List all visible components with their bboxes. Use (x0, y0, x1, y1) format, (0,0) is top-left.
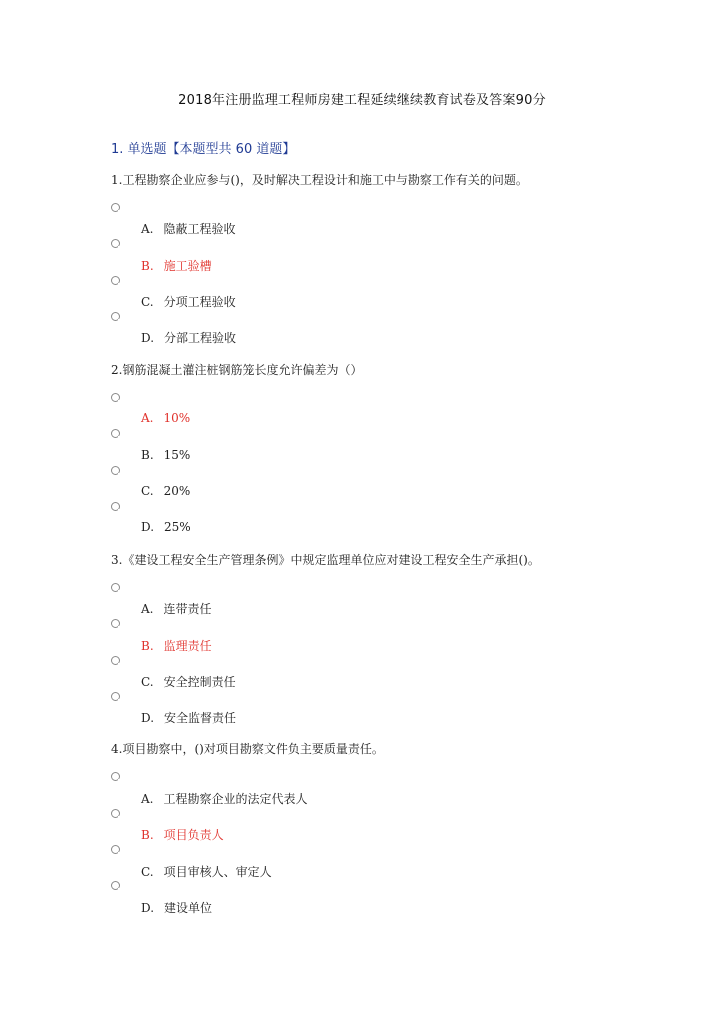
q4-option-c-radio[interactable] (111, 845, 120, 854)
option-text: 25% (164, 520, 191, 534)
question-2-text: 2.钢筋混凝土灌注桩钢筋笼长度允许偏差为（） (111, 363, 363, 377)
q1-option-c (141, 293, 236, 310)
q2-option-b-radio[interactable] (111, 429, 120, 438)
option-text: 项目负责人 (163, 828, 224, 842)
option-letter: C. (141, 675, 154, 689)
q2-option-c (141, 484, 190, 498)
option-letter: A. (141, 222, 154, 236)
q4-option-b-radio[interactable] (111, 809, 120, 818)
q3-option-b-radio[interactable] (111, 619, 120, 628)
q4-option-b (141, 826, 224, 843)
q1-option-a-radio[interactable] (111, 203, 120, 212)
option-text: 10% (163, 411, 191, 425)
q3-option-a (141, 600, 212, 617)
q1-option-b-radio[interactable] (111, 239, 120, 248)
option-letter: C. (141, 865, 154, 879)
option-letter: B. (141, 639, 154, 653)
q3-option-a-radio[interactable] (111, 583, 120, 592)
question-3-text: 3.《建设工程安全生产管理条例》中规定监理单位应对建设工程安全生产承担()。 (111, 553, 540, 567)
option-letter: D. (141, 901, 155, 915)
option-text: 工程勘察企业的法定代表人 (163, 792, 308, 806)
option-letter: D. (141, 520, 155, 534)
q1-option-c-radio[interactable] (111, 276, 120, 285)
q4-option-d-radio[interactable] (111, 881, 120, 890)
q2-option-b (141, 448, 190, 462)
option-text: 项目审核人、审定人 (163, 865, 272, 879)
option-text: 隐蔽工程验收 (163, 222, 236, 236)
q3-option-d-radio[interactable] (111, 692, 120, 701)
q2-option-a (141, 411, 190, 425)
option-text: 分部工程验收 (164, 331, 237, 345)
option-text: 安全监督责任 (164, 711, 237, 725)
option-letter: B. (141, 448, 154, 462)
section-heading: 1. 单选题【本题型共 60 道题】 (111, 142, 296, 157)
question-4-text: 4.项目勘察中，()对项目勘察文件负主要质量责任。 (111, 742, 384, 756)
option-text: 连带责任 (163, 602, 212, 616)
option-letter: D. (141, 331, 155, 345)
q2-option-d (141, 520, 191, 534)
q4-option-c (141, 863, 272, 880)
option-text: 建设单位 (164, 901, 213, 915)
option-text: 监理责任 (163, 639, 212, 653)
q2-option-c-radio[interactable] (111, 466, 120, 475)
q3-option-d (141, 709, 236, 726)
option-letter: A. (141, 792, 154, 806)
option-text: 施工验槽 (163, 259, 212, 273)
option-letter: A. (141, 411, 154, 425)
document-title: 2018年注册监理工程师房建工程延续继续教育试卷及答案90分 (178, 93, 546, 108)
q2-option-a-radio[interactable] (111, 393, 120, 402)
q1-option-a (141, 220, 236, 237)
option-text: 安全控制责任 (163, 675, 236, 689)
option-letter: B. (141, 828, 154, 842)
q4-option-d (141, 899, 212, 916)
option-letter: C. (141, 484, 154, 498)
option-text: 15% (163, 448, 191, 462)
q3-option-b (141, 637, 212, 654)
q4-option-a (141, 790, 308, 807)
option-letter: C. (141, 295, 154, 309)
option-letter: A. (141, 602, 154, 616)
q3-option-c (141, 673, 236, 690)
q1-option-b (141, 257, 212, 274)
q1-option-d (141, 329, 236, 346)
q3-option-c-radio[interactable] (111, 656, 120, 665)
option-letter: B. (141, 259, 154, 273)
option-text: 分项工程验收 (163, 295, 236, 309)
option-text: 20% (163, 484, 191, 498)
option-letter: D. (141, 711, 155, 725)
q2-option-d-radio[interactable] (111, 502, 120, 511)
question-1-text: 1.工程勘察企业应参与()，及时解决工程设计和施工中与勘察工作有关的问题。 (111, 173, 528, 187)
q4-option-a-radio[interactable] (111, 772, 120, 781)
q1-option-d-radio[interactable] (111, 312, 120, 321)
